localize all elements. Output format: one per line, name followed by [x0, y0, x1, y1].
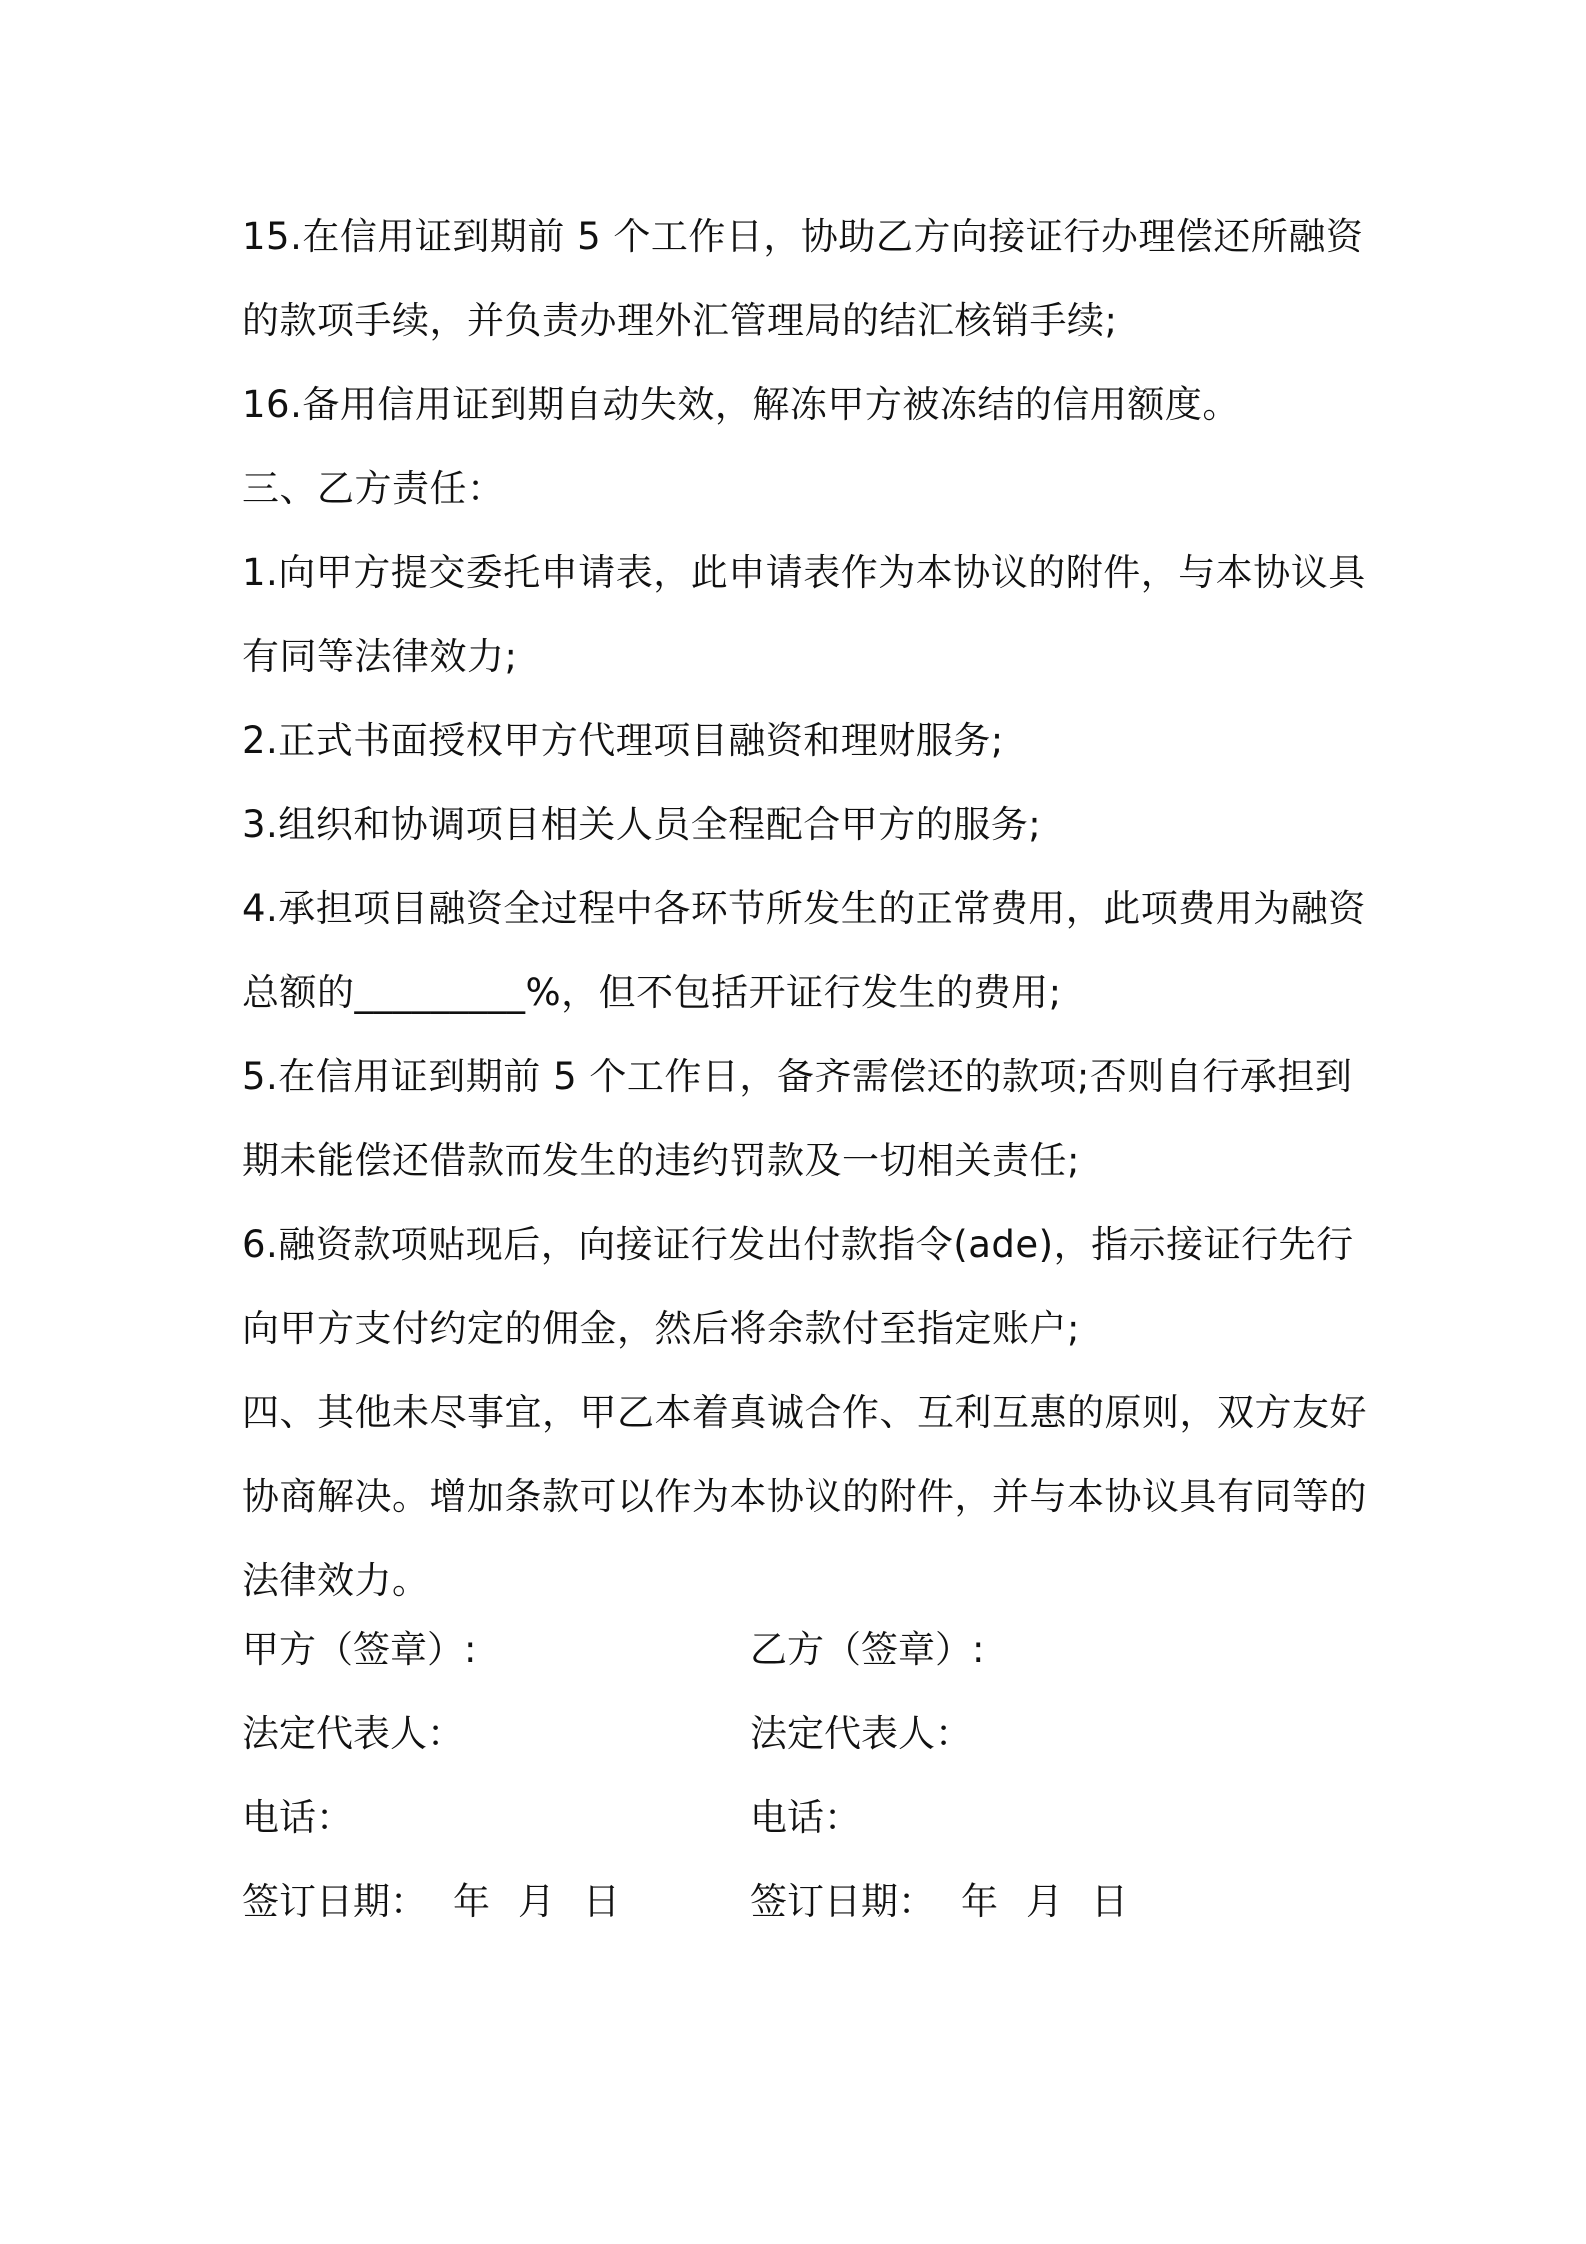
paragraph-line: 5.在信用证到期前 5 个工作日，备齐需偿还的款项;否则自行承担到: [242, 1055, 1353, 1098]
party-a-phone-label: 电话：: [242, 1796, 353, 1839]
paragraph-line: 总额的_________%，但不包括开证行发生的费用;: [242, 971, 1062, 1014]
signature-block: [242, 1608, 1362, 1944]
party-b-representative-label: 法定代表人：: [750, 1712, 972, 1755]
party-b-date-parts: [961, 1860, 1156, 1944]
party-b-year-label: 年: [961, 1880, 998, 1923]
paragraph-line: 2.正式书面授权甲方代理项目融资和理财服务;: [242, 719, 1004, 762]
paragraph-line: 四、其他未尽事宜，甲乙本着真诚合作、互利互惠的原则，双方友好: [242, 1391, 1367, 1434]
party-b-day-label: 日: [1091, 1880, 1128, 1923]
paragraph-line: 向甲方支付约定的佣金，然后将余款付至指定账户;: [242, 1307, 1080, 1350]
party-b-seal-label: 乙方（签章）:: [750, 1628, 985, 1671]
paragraph-line: 1.向甲方提交委托申请表，此申请表作为本协议的附件，与本协议具: [242, 551, 1366, 594]
paragraph-line: 15.在信用证到期前 5 个工作日，协助乙方向接证行办理偿还所融资: [242, 215, 1364, 258]
party-a-representative-label: 法定代表人：: [242, 1712, 464, 1755]
party-b-date-label: 签订日期：: [750, 1880, 935, 1923]
document-body: [242, 195, 1367, 1623]
section-heading: 三、乙方责任：: [242, 467, 505, 510]
party-a-seal-label: 甲方（签章）:: [242, 1628, 477, 1671]
signature-row-seal: [242, 1608, 1362, 1692]
party-b-date: [750, 1860, 1156, 1944]
party-a-day-label: 日: [583, 1880, 620, 1923]
paragraph-line: 的款项手续，并负责办理外汇管理局的结汇核销手续;: [242, 299, 1118, 342]
party-b-month-label: 月: [1026, 1880, 1063, 1923]
paragraph-line: 4.承担项目融资全过程中各环节所发生的正常费用，此项费用为融资: [242, 887, 1366, 930]
signature-row-representative: [242, 1692, 1362, 1776]
signature-row-phone: [242, 1776, 1362, 1860]
paragraph-line: 协商解决。增加条款可以作为本协议的附件，并与本协议具有同等的: [242, 1475, 1367, 1518]
party-b-phone-label: 电话：: [750, 1796, 861, 1839]
party-a-year-label: 年: [453, 1880, 490, 1923]
signature-row-date: [242, 1860, 1362, 1944]
paragraph-line: 法律效力。: [242, 1559, 430, 1602]
party-a-month-label: 月: [518, 1880, 555, 1923]
paragraph-line: 6.融资款项贴现后，向接证行发出付款指令(ade)，指示接证行先行: [242, 1223, 1354, 1266]
paragraph-line: 16.备用信用证到期自动失效，解冻甲方被冻结的信用额度。: [242, 383, 1240, 426]
paragraph-line: 期未能偿还借款而发生的违约罚款及一切相关责任;: [242, 1139, 1080, 1182]
party-a-date: [242, 1860, 648, 1944]
paragraph-line: 有同等法律效力;: [242, 635, 518, 678]
paragraph-line: 3.组织和协调项目相关人员全程配合甲方的服务;: [242, 803, 1042, 846]
party-a-date-label: 签订日期：: [242, 1880, 427, 1923]
party-a-date-parts: [453, 1860, 648, 1944]
